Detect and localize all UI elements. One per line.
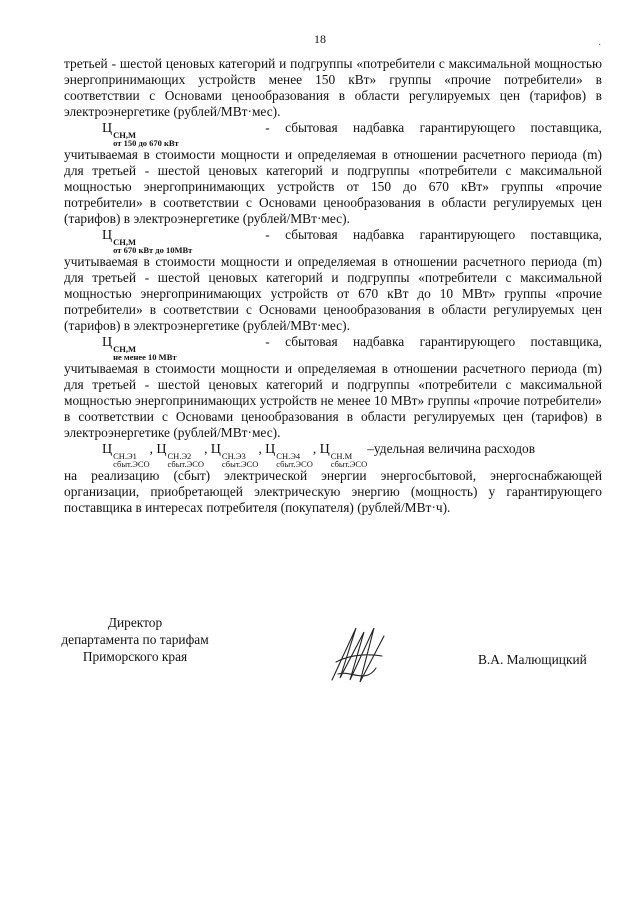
formula-separator: , [204, 441, 208, 456]
definition-term-row [64, 227, 602, 254]
formula-indices [168, 452, 205, 468]
signatory-name: В.А. Малющицкий [478, 652, 587, 667]
definition-text: учитываемая в стоимости мощности и определяемая в отношении расчетного периода (m) для третьей - шестой ценовых категорий и подгруппы «потребители с максимальной мощностью энергопринимающих устройств не менее 10 МВт» группы «прочие потребители» в соответствии с Основами ценообразования в области регулируемых цен (тарифов) в электроэнергетике (рублей/МВт·мес). [64, 361, 602, 440]
formula-term [64, 334, 177, 361]
formula-subscript: не менее 10 МВт [113, 352, 177, 362]
formula-symbol: Ц [102, 442, 113, 457]
definition-block [64, 227, 602, 334]
formula-term [265, 441, 319, 469]
corner-mark: · [598, 40, 602, 51]
formula-superscript: СН,М [113, 130, 137, 140]
formula-indices [113, 131, 179, 147]
formula-symbol: Ц [102, 228, 113, 243]
definition-text: на реализацию (сбыт) электрической энергии энергосбытовой, энергоснабжающей организации, приобретающей электрическую энергию (мощность) у гарантирующего поставщика в интересах потребителя (покупателя) (рублей/МВт·ч). [64, 468, 602, 515]
formula-symbol: Ц [102, 121, 113, 136]
formula-symbol: Ц [102, 335, 113, 350]
position-line: Приморского края [82, 649, 188, 664]
formula-superscript: СН.Э2 [167, 451, 192, 461]
formula-subscript: от 150 до 670 кВт [113, 138, 179, 148]
formula-indices [113, 452, 150, 468]
formula-term [64, 227, 192, 254]
definition-lead: - сбытовая надбавка гарантирующего поставщика, [265, 120, 602, 135]
document-body [64, 56, 602, 516]
definition-lead: - сбытовая надбавка гарантирующего поставщика, [265, 334, 602, 349]
formula-term [156, 441, 210, 469]
definition-block [64, 334, 602, 441]
formula-indices [276, 452, 313, 468]
formula-subscript: сбыт.ЭСО [276, 459, 313, 469]
formula-symbol: Ц [265, 442, 276, 457]
definition-block [64, 120, 602, 227]
formula-subscript: сбыт.ЭСО [221, 459, 259, 469]
definition-lead: - сбытовая надбавка гарантирующего поставщика, [265, 227, 602, 242]
intro-paragraph: третьей - шестой ценовых категорий и подгруппы «потребители с максимальной мощностью энергопринимающих устройств менее 150 кВт» группы «прочие потребители» в соответствии с Основами ценообразования в области регулируемых цен (тарифов) в электроэнергетике (рублей/МВт·мес). [64, 56, 602, 119]
formula-superscript: СН,М [113, 237, 137, 247]
formula-superscript: СН.Э1 [113, 451, 137, 461]
signatory-position [60, 614, 210, 665]
formula-term [64, 120, 179, 147]
definition-text: учитываемая в стоимости мощности и определяемая в отношении расчетного периода (m) для третьей - шестой ценовых категорий и подгруппы «потребители с максимальной мощностью энергопринимающих устройств от 670 кВт до 10 МВт» группы «прочие потребители» в соответствии с Основами ценообразования в области регулируемых цен (тарифов) в электроэнергетике (рублей/МВт·мес). [64, 254, 602, 333]
definition-term-row [64, 334, 602, 361]
formula-indices [331, 452, 368, 468]
formula-superscript: СН.М [330, 451, 353, 461]
formula-separator: , [149, 441, 154, 456]
formula-separator: , [258, 441, 262, 456]
definition-text: учитываемая в стоимости мощности и определяемая в отношении расчетного периода (m) для третьей - шестой ценовых категорий и подгруппы «потребители с максимальной мощностью энергопринимающих устройств от 150 до 670 кВт» группы «прочие потребители» в соответствии с Основами ценообразования в области регулируемых цен (тарифов) в электроэнергетике (рублей/МВт·мес). [64, 147, 602, 226]
formula-subscript: сбыт.ЭСО [113, 459, 150, 469]
formula-subscript: сбыт.ЭСО [167, 459, 205, 469]
definition-term-row [64, 120, 602, 147]
handwritten-signature [326, 622, 390, 688]
formula-term [319, 441, 368, 469]
formula-indices [222, 452, 259, 468]
page-number: 18 [314, 32, 326, 46]
position-line: Директор [107, 615, 163, 630]
position-line: департамента по тарифам [61, 632, 209, 647]
definition-term-row [64, 441, 602, 468]
formula-subscript: сбыт.ЭСО [330, 459, 368, 469]
formula-symbol: Ц [210, 442, 221, 457]
formula-subscript: от 670 кВт до 10МВт [113, 245, 193, 255]
formula-indices [113, 345, 176, 361]
formula-superscript: СН,М [113, 344, 137, 354]
formula-term [210, 441, 265, 469]
formula-symbol: Ц [319, 442, 330, 457]
definition-block-last [64, 441, 602, 516]
formula-separator: , [312, 441, 317, 456]
formula-symbol: Ц [156, 442, 167, 457]
formula-term [102, 441, 156, 469]
formula-superscript: СН.Э3 [221, 451, 246, 461]
formula-indices [113, 238, 192, 254]
formula-superscript: СН.Э4 [276, 451, 301, 461]
definition-lead: –удельная величина расходов [367, 441, 536, 456]
